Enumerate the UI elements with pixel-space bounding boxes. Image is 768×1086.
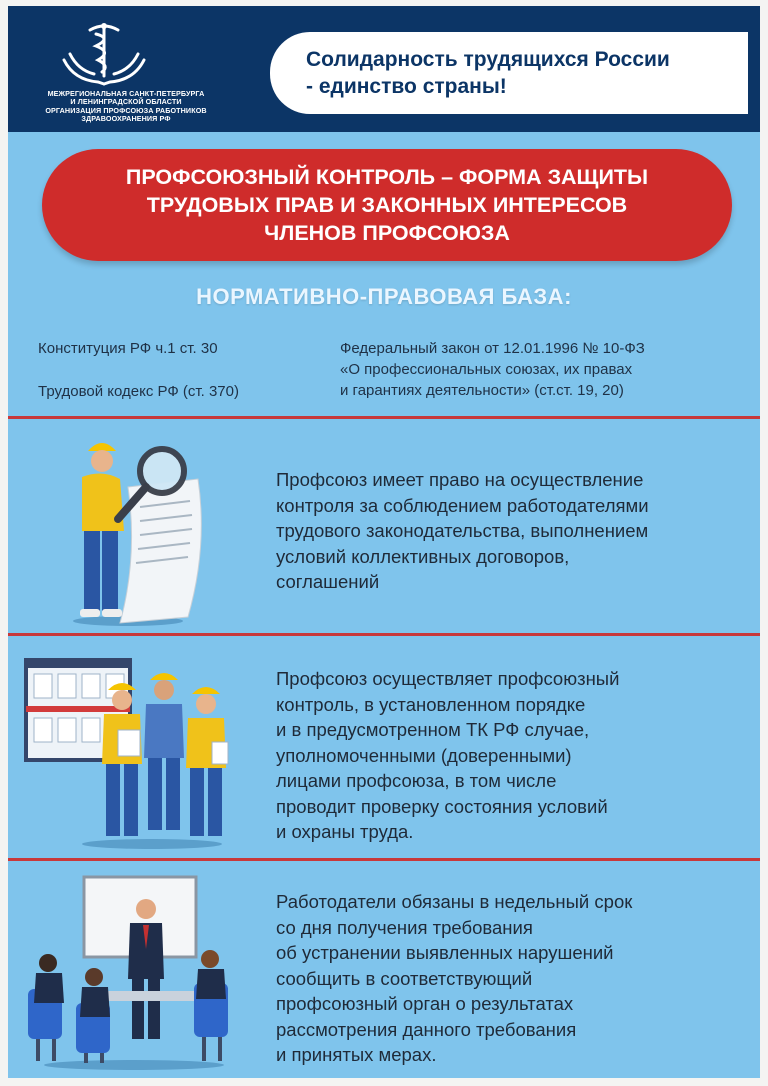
text-line: Профсоюз осуществляет профсоюзный	[276, 668, 620, 689]
section-3-text	[276, 889, 632, 1068]
text-line: контроль, в установленном порядке	[276, 693, 586, 715]
text-line: профсоюзный орган о результатах	[276, 993, 574, 1014]
business-meeting-presentation-icon	[24, 871, 244, 1071]
org-line: МЕЖРЕГИОНАЛЬНАЯ САНКТ-ПЕТЕРБУРГА	[47, 89, 205, 98]
slogan	[306, 46, 746, 100]
title-line: ПРОФСОЮЗНЫЙ КОНТРОЛЬ – ФОРМА ЗАЩИТЫ	[125, 165, 649, 189]
text-line: и охраны труда.	[276, 821, 414, 842]
worker-magnifier-document-icon	[58, 427, 238, 627]
org-line: ОРГАНИЗАЦИЯ ПРОФСОЮЗА РАБОТНИКОВ	[45, 105, 207, 115]
title-line: ТРУДОВЫХ ПРАВ И ЗАКОННЫХ ИНТЕРЕСОВ	[146, 193, 628, 217]
section-2	[8, 636, 760, 858]
section-1-text	[276, 467, 649, 595]
legal-item: «О профессиональных союзах, их правах	[340, 361, 633, 378]
legal-base-heading: НОРМАТИВНО-ПРАВОВАЯ БАЗА:	[196, 284, 572, 309]
legal-base-right	[340, 338, 645, 401]
legal-base-left	[38, 338, 239, 402]
page-title	[42, 163, 732, 247]
header	[8, 6, 760, 132]
text-line: контроля за соблюдением работодателями	[276, 494, 649, 516]
section-3	[8, 861, 760, 1078]
text-line: соглашений	[276, 571, 380, 592]
legal-item: Федеральный закон от 12.01.1996 № 10-ФЗ	[340, 340, 645, 357]
org-line: И ЛЕНИНГРАДСКОЙ ОБЛАСТИ	[70, 97, 182, 107]
legal-item: Конституция РФ ч.1 ст. 30	[38, 340, 218, 357]
caduceus-hands-logo-icon	[60, 20, 148, 92]
section-1	[8, 419, 760, 633]
text-line: сообщить в соответствующий	[276, 967, 533, 989]
text-line: со дня получения требования	[276, 916, 533, 938]
section-2-text	[276, 666, 619, 845]
text-line: условий коллективных договоров,	[276, 545, 570, 567]
text-line: об устранении выявленных нарушений	[276, 942, 614, 963]
legal-item: Трудовой кодекс РФ (ст. 370)	[38, 383, 239, 400]
text-line: проводит проверку состояния условий	[276, 795, 608, 817]
org-line: ЗДРАВООХРАНЕНИЯ РФ	[81, 114, 171, 124]
title-line: ЧЛЕНОВ ПРОФСОЮЗА	[264, 221, 510, 245]
slogan-line: - единство страны!	[306, 75, 507, 98]
title-banner	[42, 149, 732, 261]
slogan-box	[270, 32, 748, 114]
text-line: и в предусмотренном ТК РФ случае,	[276, 719, 590, 740]
text-line: уполномоченными (доверенными)	[276, 744, 572, 766]
workers-inspection-board-icon	[22, 652, 242, 852]
text-line: лицами профсоюза, в том числе	[276, 770, 557, 791]
text-line: и принятых мерах.	[276, 1044, 437, 1065]
legal-item: и гарантиях деятельности» (ст.ст. 19, 20)	[340, 382, 624, 399]
text-line: трудового законодательства, выполнением	[276, 520, 649, 541]
slogan-line: Солидарность трудящихся России	[306, 48, 670, 71]
text-line: Работодатели обязаны в недельный срок	[276, 891, 633, 912]
text-line: Профсоюз имеет право на осуществление	[276, 469, 644, 490]
poster	[8, 6, 760, 1078]
organization-name	[26, 90, 226, 124]
text-line: рассмотрения данного требования	[276, 1018, 577, 1040]
